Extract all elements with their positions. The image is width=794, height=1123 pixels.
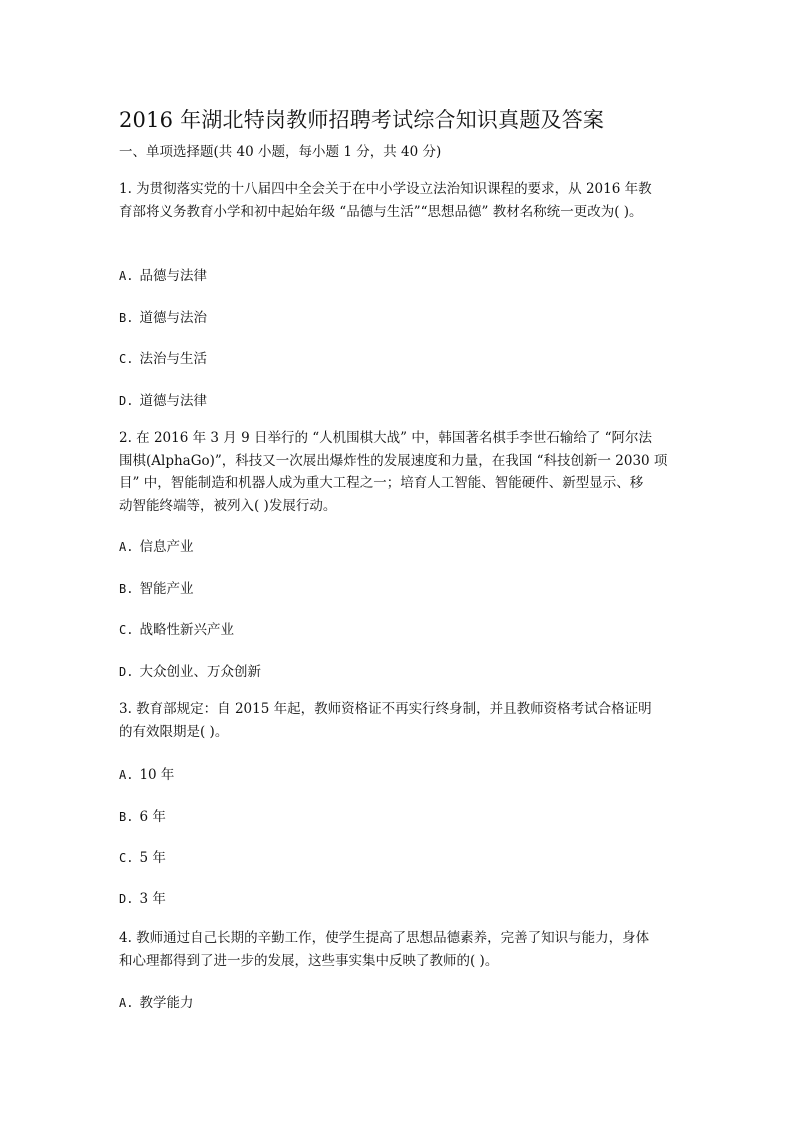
option-text: 道德与法律 [139,393,207,409]
option-text: 法治与生活 [139,351,207,367]
question-stem-line: 育部将义务教育小学和初中起始年级 “品德与生活”“思想品德” 教材名称统一更改为( )。 [119,203,643,220]
question-3-option-d [119,887,166,907]
question-stem-line: 的有效限期是( )。 [119,723,229,740]
question-stem-line: 1. 为贯彻落实党的十八届四中全会关于在中小学设立法治知识课程的要求，从 2016 年教 [119,181,652,197]
question-3-option-a [119,763,174,783]
question-1-stem [119,178,684,223]
option-letter: B. [119,582,134,596]
question-1-option-c [119,347,207,367]
question-2-option-a [119,535,193,555]
question-3-stem [119,698,684,743]
option-letter: B. [119,311,134,325]
question-2-option-d [119,660,261,680]
question-3-option-b [119,805,166,825]
section-heading: 一、单项选择题(共 40 小题，每小题 1 分，共 40 分) [119,144,442,160]
option-text: 5 年 [139,850,166,866]
document-title: 2016 年湖北特岗教师招聘考试综合知识真题及答案 [119,108,605,132]
option-text: 智能产业 [139,581,194,597]
option-letter: C. [119,851,134,865]
option-letter: A. [119,540,134,554]
option-letter: D. [119,394,134,408]
option-text: 教学能力 [139,995,194,1011]
question-1-option-b [119,306,207,326]
option-letter: A. [119,768,134,782]
option-letter: D. [119,892,134,906]
question-stem-line: 3. 教育部规定：自 2015 年起，教师资格证不再实行终身制，并且教师资格考试合格证明 [119,701,652,717]
question-4-option-a [119,991,193,1011]
option-text: 10 年 [139,767,175,783]
question-stem-line: 动智能终端等，被列入( )发展行动。 [119,497,337,514]
question-2-option-b [119,577,193,597]
question-2-option-c [119,618,234,638]
question-1-option-a [119,264,207,284]
question-4-stem [119,927,684,972]
question-3-option-c [119,846,166,866]
option-text: 信息产业 [139,539,194,555]
question-stem-line: 目” 中，智能制造和机器人成为重大工程之一；培育人工智能、智能硬件、新型显示、移 [119,475,644,491]
option-letter: C. [119,623,134,637]
option-letter: D. [119,665,134,679]
option-letter: B. [119,810,134,824]
question-stem-line: 围棋(AlphaGo)”，科技又一次展出爆炸性的发展速度和力量，在我国 “科技创新一 2030 项 [119,452,668,469]
option-letter: C. [119,352,134,366]
option-text: 品德与法律 [139,268,207,284]
option-letter: A. [119,269,134,283]
option-text: 大众创业、万众创新 [139,664,261,680]
question-2-stem [119,427,684,517]
question-stem-line: 4. 教师通过自己长期的辛勤工作，使学生提高了思想品德素养，完善了知识与能力，身体 [119,930,650,946]
question-1-option-d [119,389,207,409]
option-text: 3 年 [139,891,166,907]
option-text: 6 年 [139,809,166,825]
option-text: 道德与法治 [139,310,207,326]
question-stem-line: 和心理都得到了进一步的发展，这些事实集中反映了教师的( )。 [119,952,499,969]
option-text: 战略性新兴产业 [139,622,234,638]
option-letter: A. [119,996,134,1010]
question-stem-line: 2. 在 2016 年 3 月 9 日举行的 “人机围棋大战” 中，韩国著名棋手李世石输给了 “阿尔法 [119,430,653,446]
